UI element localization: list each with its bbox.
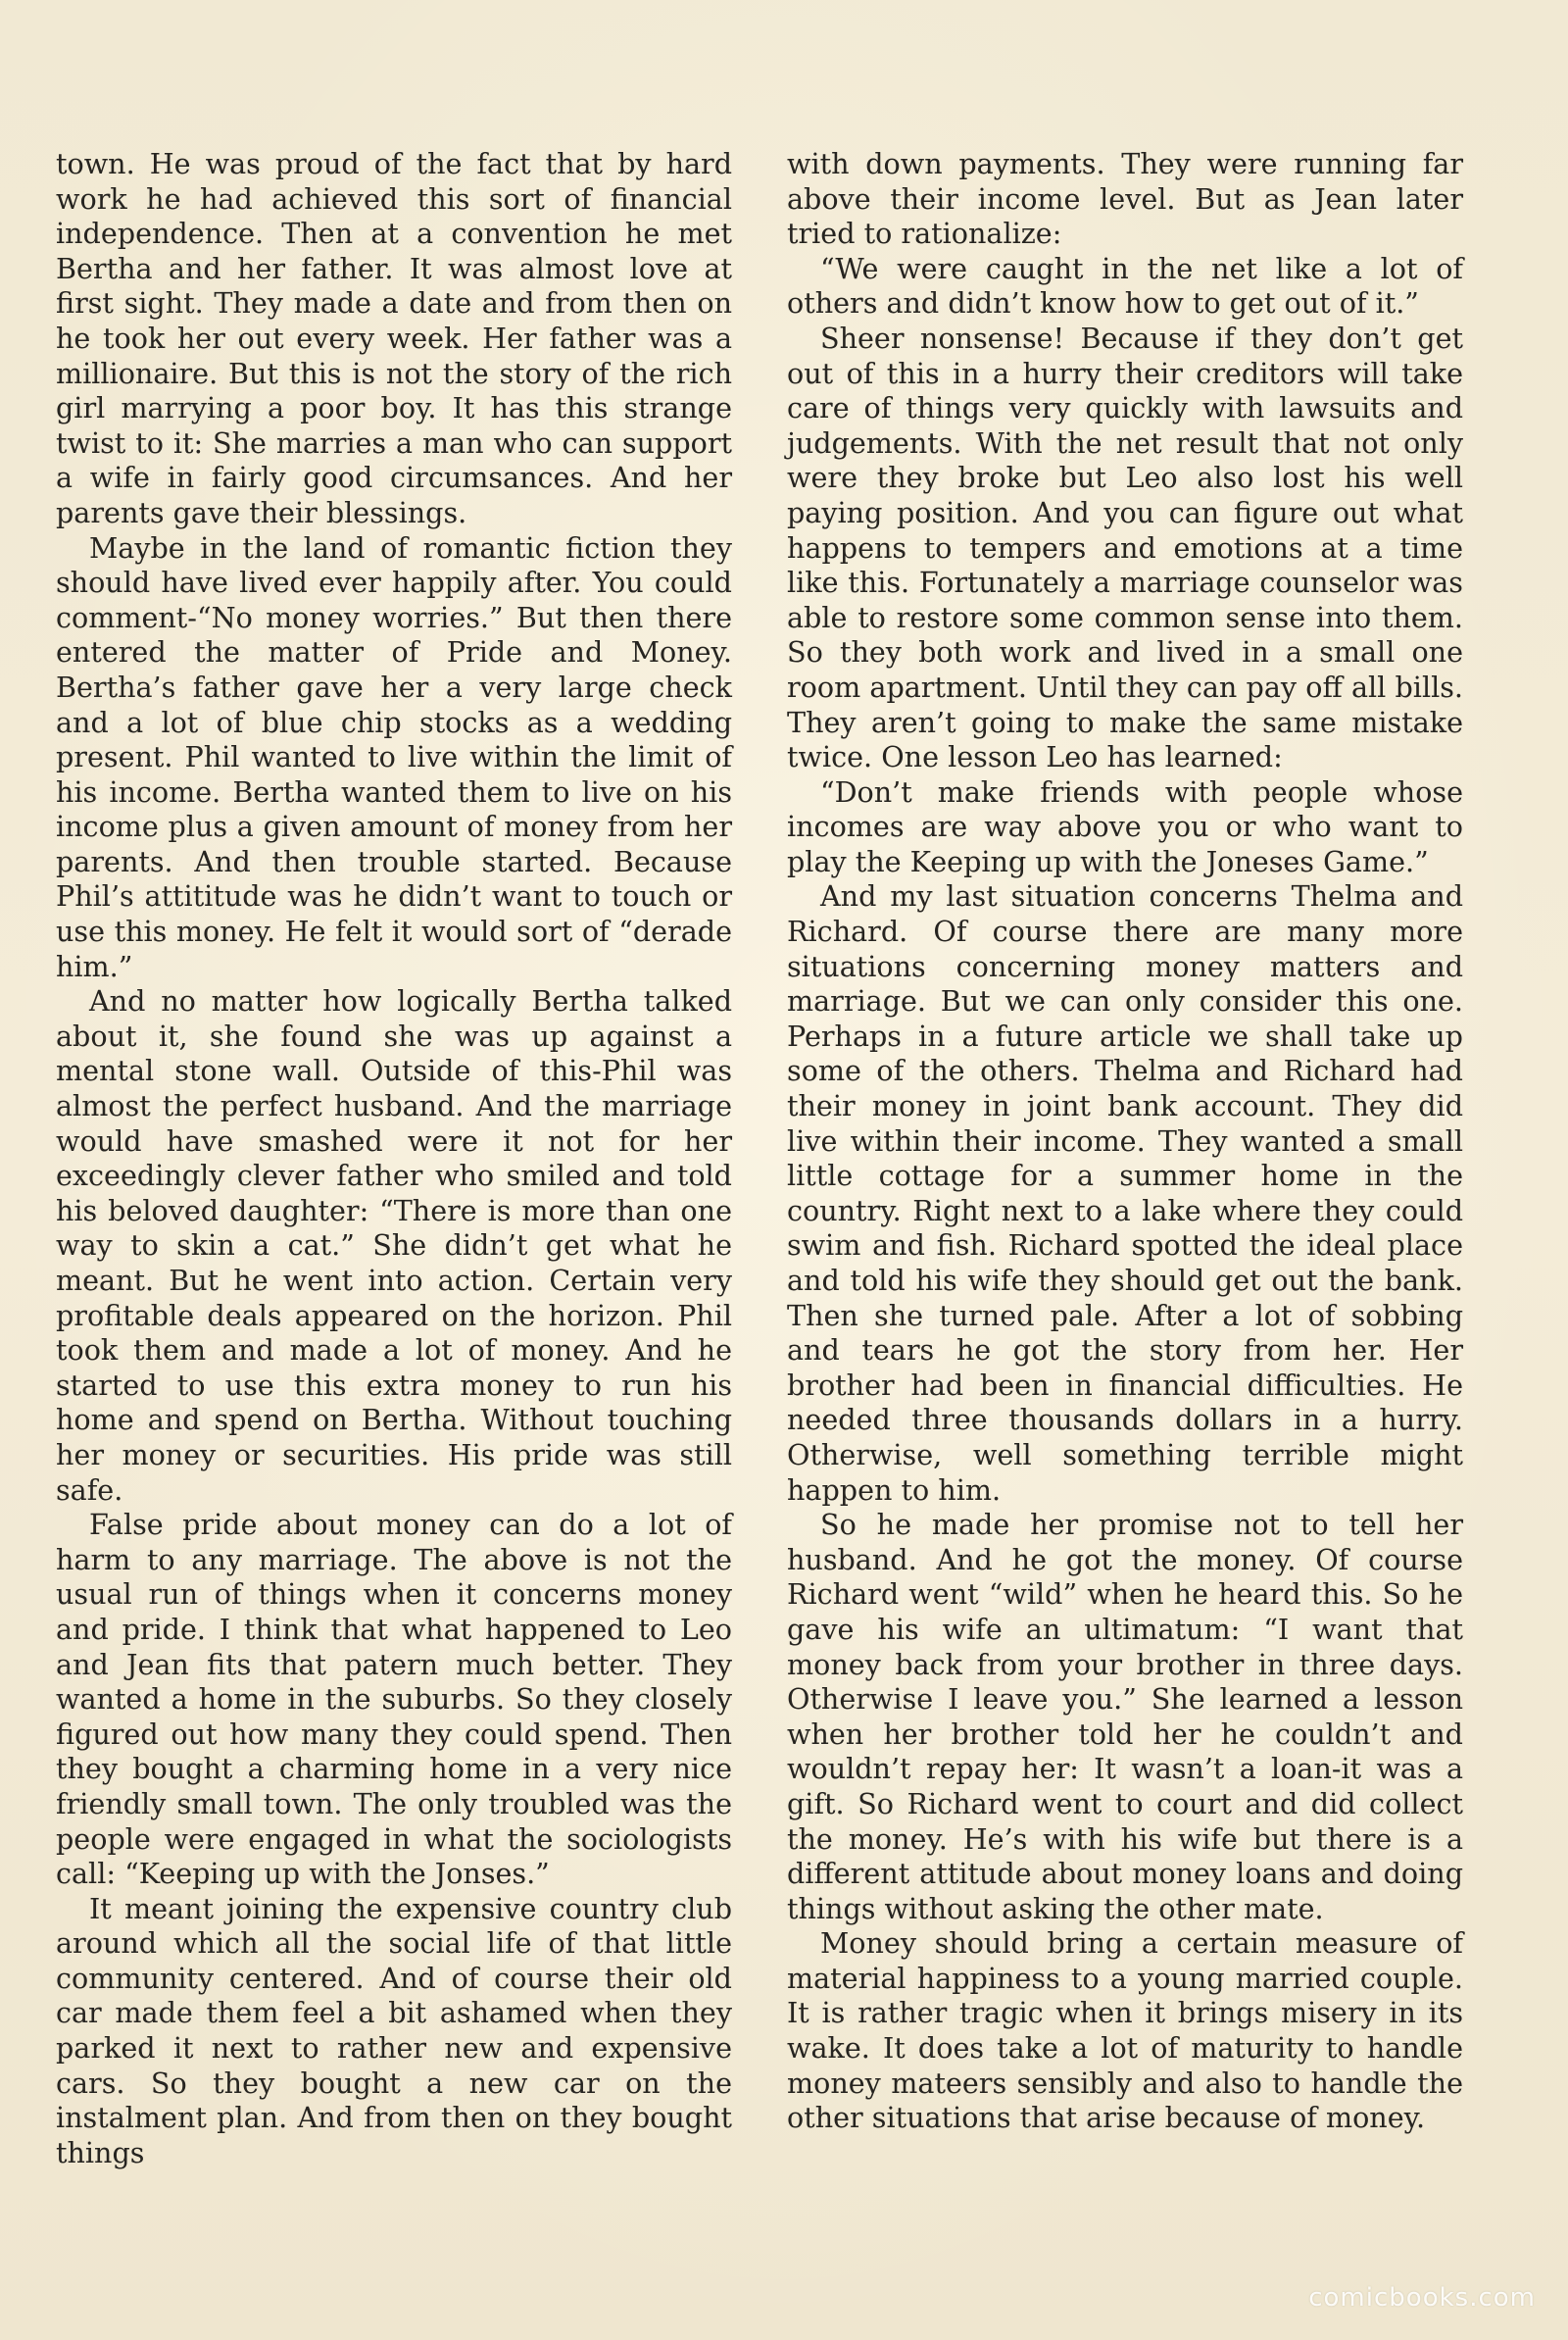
- paragraph: Sheer nonsense! Because if they don’t get out of this in a hurry their creditors will take care of things very quickly with lawsuits and judgements. With the net result that not only were they broke but Leo also lost his well paying position. And you can figure out what happens to tempers and emotions at a time like this. Fortunately a marriage counselor was able to restore some common sense into them. So they both work and lived in a small one room apartment. Until they can pay off all bills. They aren’t going to make the same mistake twice. One lesson Leo has learned:: [787, 321, 1463, 774]
- paragraph: And my last situation concerns Thelma and Richard. Of course there are many more situations concerning money matters and marriage. But we can only consider this one. Perhaps in a future article we shall take up some of the others. Thelma and Richard had their money in joint bank account. They did live within their income. They wanted a small little cottage for a summer home in the country. Right next to a lake where they could swim and fish. Richard spotted the ideal place and told his wife they should get out the bank. Then she turned pale. After a lot of sobbing and tears he got the story from her. Her brother had been in financial difficulties. He needed three thousands dollars in a hurry. Otherwise, well something terrible might happen to him.: [787, 879, 1463, 1507]
- paragraph: “We were caught in the net like a lot of others and didn’t know how to get out of it.”: [787, 251, 1463, 321]
- paragraph: So he made her promise not to tell her husband. And he got the money. Of course Richard went “wild” when he heard this. So he gave his wife an ultimatum: “I want that money back from your brother in three days. Otherwise I leave you.” She learned a lesson when her brother told her he couldn’t and wouldn’t repay her: It wasn’t a loan-it was a gift. So Richard went to court and did collect the money. He’s with his wife but there is a different attitude about money loans and doing things without asking the other mate.: [787, 1508, 1463, 1925]
- paragraph: It meant joining the expensive country club around which all the social life of that little community centered. And of course their old car made them feel a bit ashamed when they parked it next to rather new and expensive cars. So they bought a new car on the instalment plan. And from then on they bought things: [56, 1891, 732, 2169]
- paragraph: And no matter how logically Bertha talked about it, she found she was up against a mental stone wall. Outside of this-Phil was almost the perfect husband. And the marriage would have smashed were it not for her exceedingly clever father who smiled and told his beloved daughter: “There is more than one way to skin a cat.” She didn’t get what he meant. But he went into action. Certain very profitable deals appeared on the horizon. Phil took them and made a lot of money. And he started to use this extra money to run his home and spend on Bertha. Without touching her money or securities. His pride was still safe.: [56, 984, 732, 1507]
- paragraph: Maybe in the land of romantic fiction they should have lived ever happily after. You could comment-“No money worries.” But then there entered the matter of Pride and Money. Bertha’s father gave her a very large check and a lot of blue chip stocks as a wedding present. Phil wanted to live within the limit of his income. Bertha wanted them to live on his income plus a given amount of money from her parents. And then trouble started. Because Phil’s attititude was he didn’t want to touch or use this money. He felt it would sort of “derade him.”: [56, 530, 732, 983]
- watermark: comicbooks.com: [1308, 2283, 1536, 2313]
- paragraph: False pride about money can do a lot of harm to any marriage. The above is not the usual run of things when it concerns money and pride. I think that what happened to Leo and Jean fits that patern much better. They wanted a home in the suburbs. So they closely figured out how many they could spend. Then they bought a charming home in a very nice friendly small town. The only troubled was the people were engaged in what the sociologists call: “Keeping up with the Jonses.”: [56, 1508, 732, 1891]
- paragraph: “Don’t make friends with people whose incomes are way above you or who want to play the Keeping up with the Joneses Game.”: [787, 774, 1463, 878]
- paragraph: with down payments. They were running far above their income level. But as Jean later tried to rationalize:: [787, 147, 1463, 251]
- right-column: [787, 147, 1463, 2136]
- left-column: [56, 147, 732, 2170]
- paragraph: town. He was proud of the fact that by hard work he had achieved this sort of financial independence. Then at a convention he met Bertha and her father. It was almost love at first sight. They made a date and from then on he took her out every week. Her father was a millionaire. But this is not the story of the rich girl marrying a poor boy. It has this strange twist to it: She marries a man who can support a wife in fairly good circumsances. And her parents gave their blessings.: [56, 147, 732, 529]
- paragraph: Money should bring a certain measure of material happiness to a young married couple. It is rather tragic when it brings misery in its wake. It does take a lot of maturity to handle money mateers sensibly and also to handle the other situations that arise because of money.: [787, 1926, 1463, 2135]
